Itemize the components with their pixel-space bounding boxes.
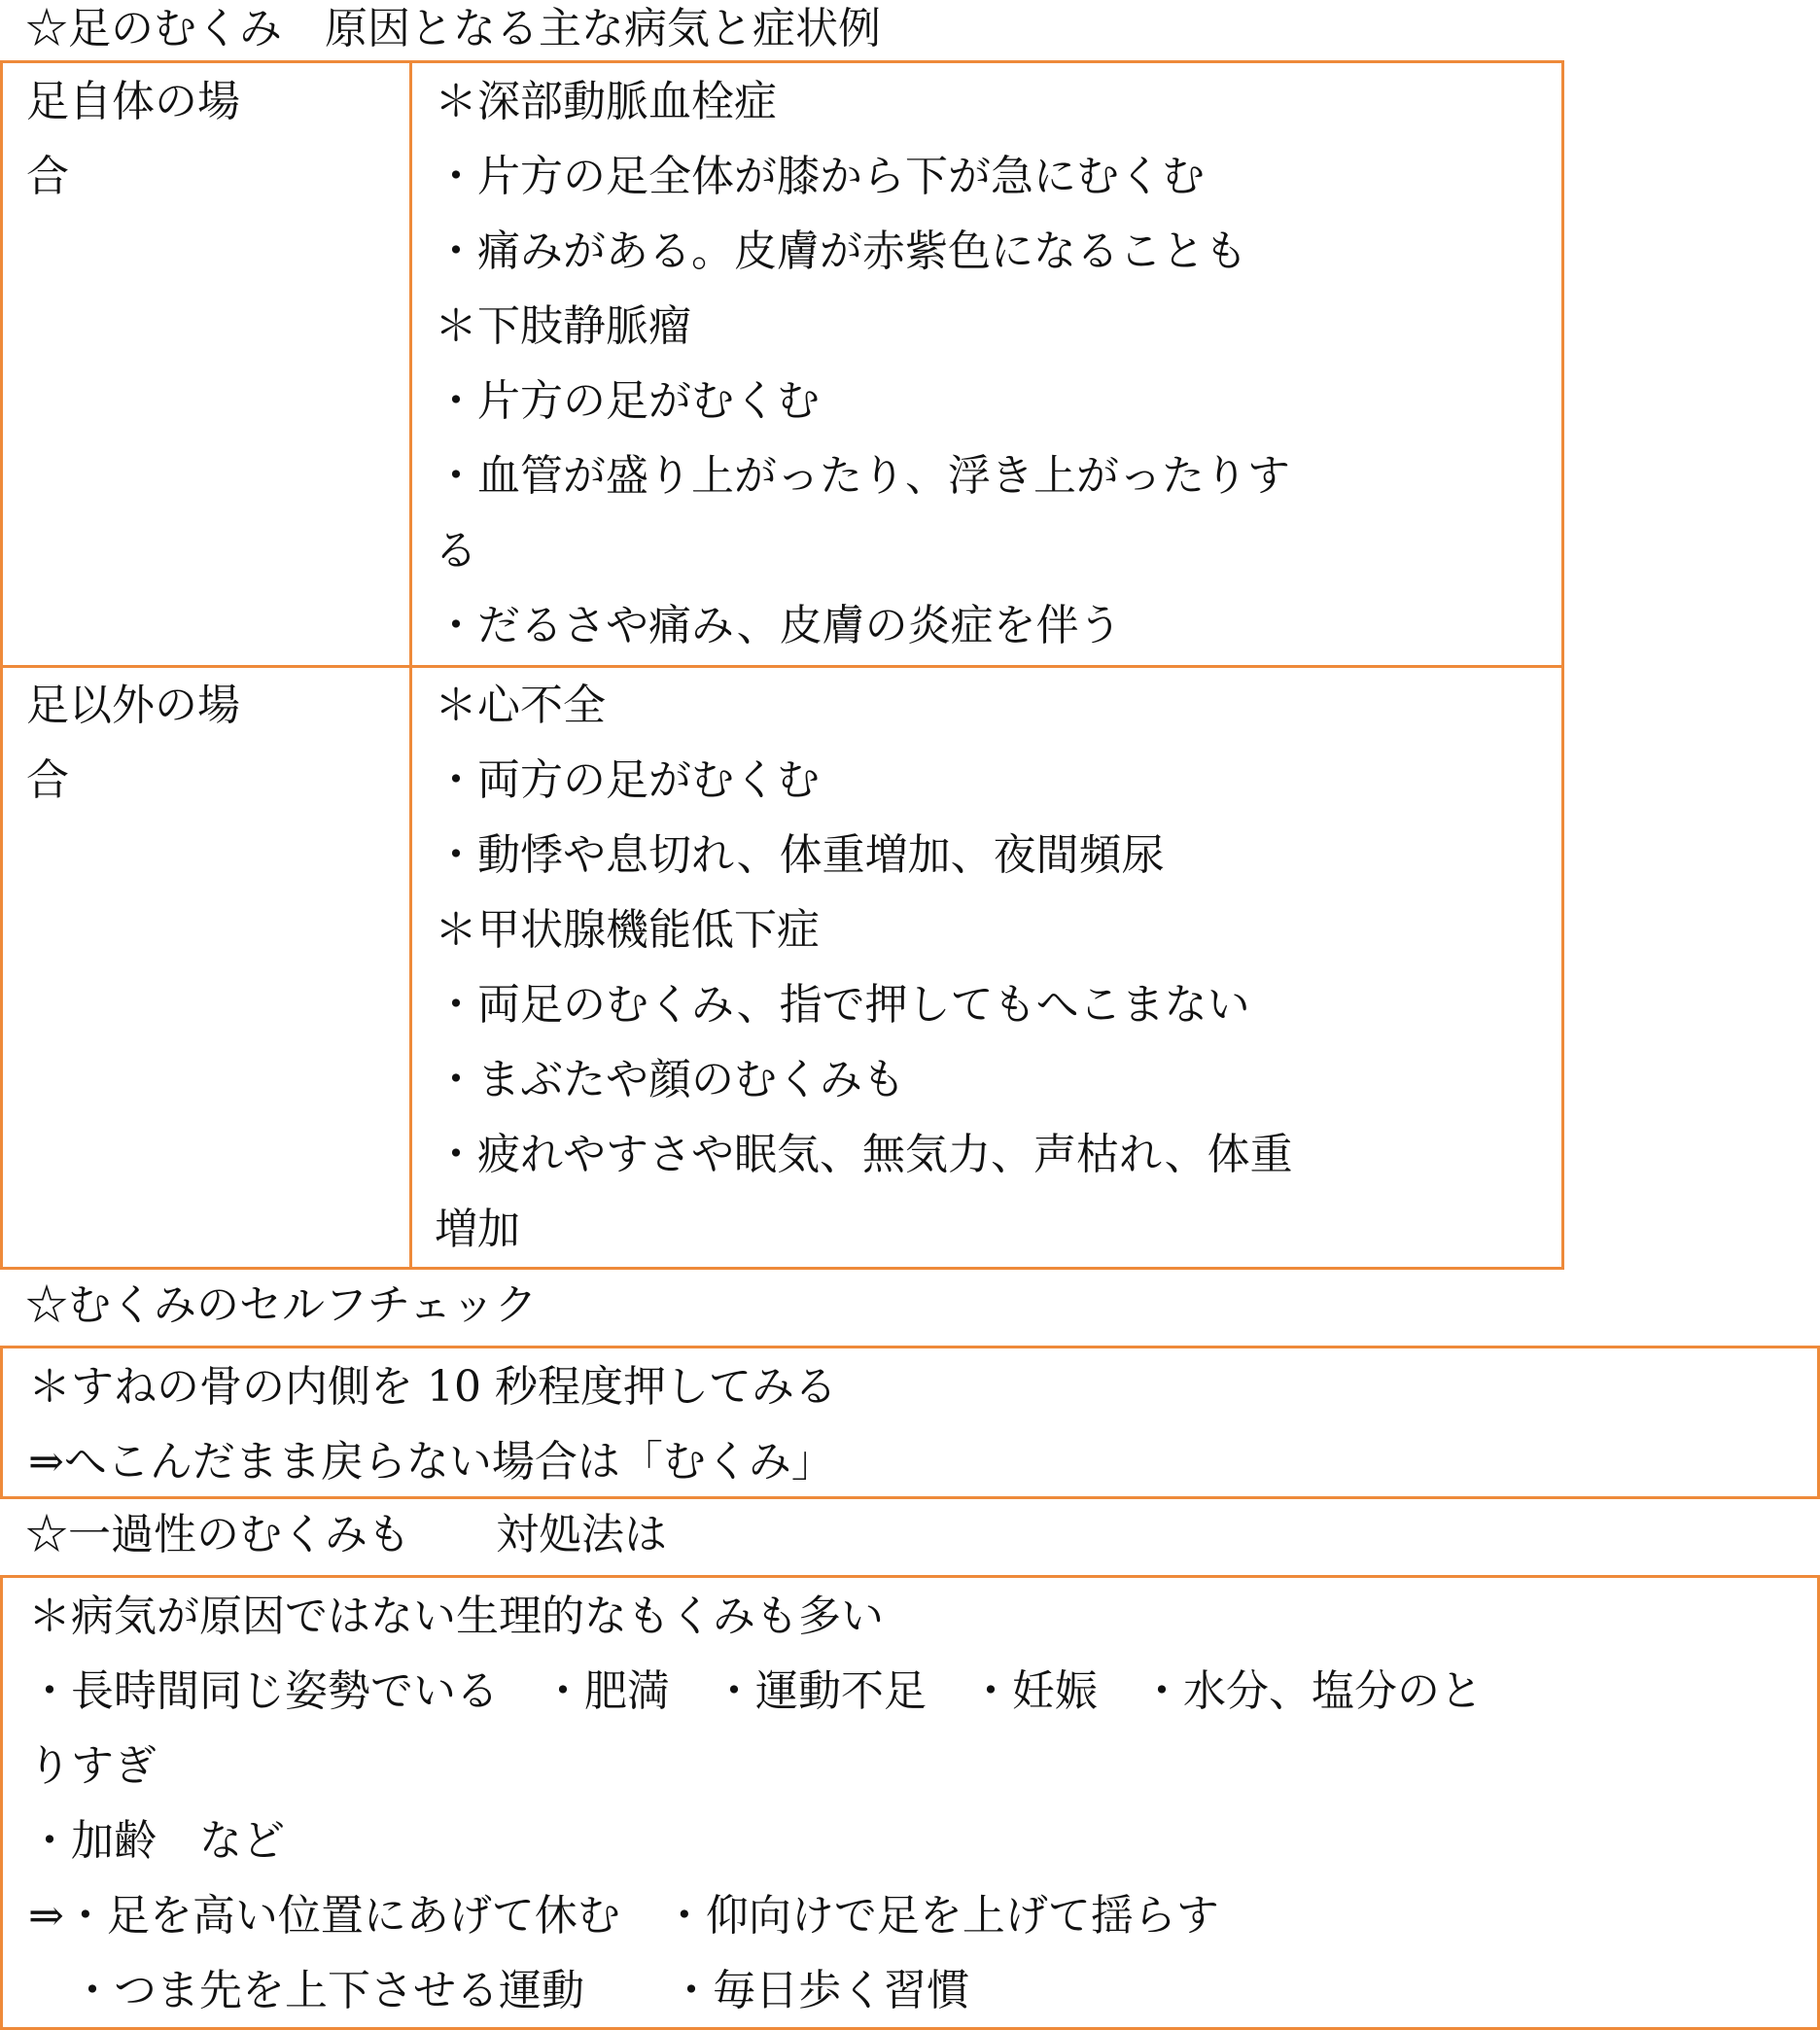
remedy-line: ⇒・足を高い位置にあげて休む ・仰向けで足を上げて揺らす [28, 1891, 1219, 1941]
disease-name: ＊心不全 [435, 681, 606, 730]
selfcheck-heading: ☆むくみのセルフチェック [25, 1280, 538, 1330]
advice-line: ＊病気が原因ではない生理的なもくみも多い [28, 1592, 884, 1641]
row-content-foot-itself [435, 64, 1543, 663]
symptom-item: ・まぶたや顔のむくみも [435, 1055, 905, 1104]
row-label-other-than-foot [26, 668, 396, 818]
symptom-item: ・動悸や息切れ、体重増加、夜間頻尿 [435, 830, 1165, 880]
row-label-line: 合 [26, 755, 69, 805]
disease-name: ＊甲状腺機能低下症 [435, 905, 820, 955]
symptom-item: ・血管が盛り上がったり、浮き上がったりす [435, 451, 1290, 501]
causes-heading: ☆足のむくみ 原因となる主な病気と症状例 [25, 4, 881, 53]
symptom-item: ・片方の足がむくむ [435, 376, 820, 426]
symptom-item: ・両方の足がむくむ [435, 755, 820, 805]
advice-heading: ☆一過性のむくみも 対処法は [25, 1510, 667, 1559]
selfcheck-instruction: ＊すねの骨の内側を 10 秒程度押してみる [28, 1362, 837, 1412]
selfcheck-result: ⇒へこんだまま戻らない場合は「むくみ」 [28, 1437, 834, 1487]
advice-line: ・加齢 など [28, 1816, 285, 1866]
advice-line: ・長時間同じ姿勢でいる ・肥満 ・運動不足 ・妊娠 ・水分、塩分のと [28, 1666, 1483, 1716]
row-label-line: 合 [26, 152, 69, 201]
selfcheck-box [0, 1346, 1820, 1499]
causes-table [0, 60, 1564, 1270]
symptom-item: ・疲れやすさや眠気、無気力、声枯れ、体重 [435, 1130, 1293, 1179]
remedy-line: ・つま先を上下させる運動 ・毎日歩く習慣 [28, 1966, 969, 2015]
symptom-item: ・両足のむくみ、指で押してもへこまない [435, 980, 1250, 1030]
disease-name: ＊下肢静脈瘤 [435, 301, 691, 351]
symptom-item: ・だるさや痛み、皮膚の炎症を伴う [435, 601, 1122, 650]
disease-name: ＊深部動脈血栓症 [435, 77, 777, 126]
row-label-line: 足自体の場 [26, 77, 240, 126]
advice-line: りすぎ [28, 1741, 157, 1791]
symptom-item-continued: る [435, 526, 477, 576]
symptom-item: ・痛みがある。皮膚が赤紫色になることも [435, 227, 1247, 276]
symptom-item-continued: 増加 [435, 1205, 520, 1254]
row-label-line: 足以外の場 [26, 681, 240, 730]
advice-box [0, 1575, 1820, 2030]
symptom-item: ・片方の足全体が膝から下が急にむくむ [435, 152, 1205, 201]
row-label-foot-itself [26, 64, 396, 214]
row-content-other-than-foot [435, 668, 1543, 1267]
